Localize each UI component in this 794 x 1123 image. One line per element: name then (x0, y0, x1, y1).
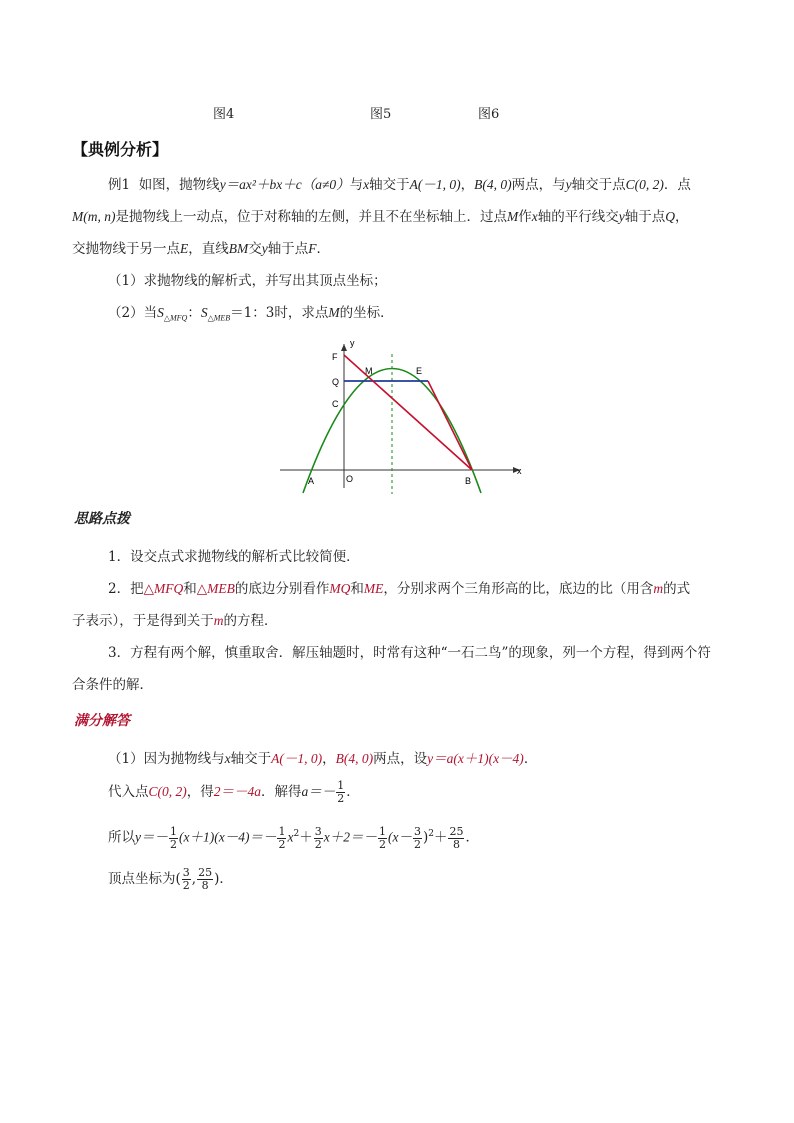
parabola-graph (276, 338, 526, 495)
hint-1: 1．设交点式求抛物线的解析式比较简便． (108, 549, 360, 565)
label-C: C (332, 399, 339, 409)
hint-3-line-1: 3．方程有两个解，慎重取舍．解压轴题时，时常有这种“一石二鸟”的现象，列一个方程，得到两个符 (108, 645, 711, 661)
answer-title: 满分解答 (74, 713, 130, 729)
question-2: （2）当$S_{\triangle MFQ}$：$S_{\triangle MEB}=1$：3时，求点M的坐标． (108, 305, 394, 323)
example-line-1: 例1 如图，抛物线y＝ax²＋bx＋c（a≠0）与x轴交于A(－1, 0)，B(4, 0)两点，与y轴交于点C(0, 2)．点 (108, 177, 691, 193)
line-EB (428, 381, 472, 470)
figure-caption-6: 图6 (478, 107, 500, 122)
label-O: O (346, 474, 354, 484)
label-A: A (308, 476, 315, 486)
figure-caption-5: 图5 (370, 107, 392, 122)
hint-3-line-2: 合条件的解． (72, 677, 153, 693)
label-B: B (465, 476, 472, 486)
question-1: （1）求抛物线的解析式，并写出其顶点坐标； (108, 273, 387, 289)
figure-caption-4: 图4 (213, 107, 235, 122)
label-E: E (416, 366, 423, 376)
section-title: 【典例分析】 (72, 140, 169, 159)
example-line-3: 交抛物线于另一点E，直线BM交y轴于点F． (72, 241, 330, 257)
label-F: F (332, 352, 338, 362)
label-y-axis: y (350, 338, 355, 348)
hint-2-line-1: 2．把△MFQ和△MEB的底边分别看作MQ和ME，分别求两个三角形高的比，底边的比（用含m的式 (108, 581, 691, 597)
label-x-axis: x (517, 466, 522, 476)
label-Q: Q (332, 377, 340, 387)
answer-line-2: 代入点C(0, 2)，得2＝－4a．解得a＝－ $\frac{1}{2}$ ． (108, 779, 360, 805)
hint-title: 思路点拨 (74, 511, 130, 527)
answer-line-1: （1）因为抛物线与x轴交于A(－1, 0)，B(4, 0)两点，设y＝a(x＋1)(x－4)． (108, 751, 538, 767)
label-M: M (365, 366, 373, 376)
hint-2-line-2: 子表示），于是得到关于m的方程． (72, 613, 278, 629)
answer-line-3: 所以y＝－ $\frac{1}{2}$ (x＋1)(x－4)＝－ $\frac{1}{2}$ $x^2+$ $\frac{3}{2}$ x＋2＝－ $\frac{1}{2}$ (x－ $\frac{3}{2}$ )$^2$＋ $\frac{25}{8}$ ． (108, 824, 479, 851)
answer-line-4: 顶点坐标为( $\frac{3}{2}$ , $\frac{25}{8}$ )． (108, 866, 233, 892)
example-line-2: M(m, n)是抛物线上一动点，位于对称轴的左侧，并且不在坐标轴上．过点M作x轴的平行线交y轴于点Q， (72, 209, 689, 225)
